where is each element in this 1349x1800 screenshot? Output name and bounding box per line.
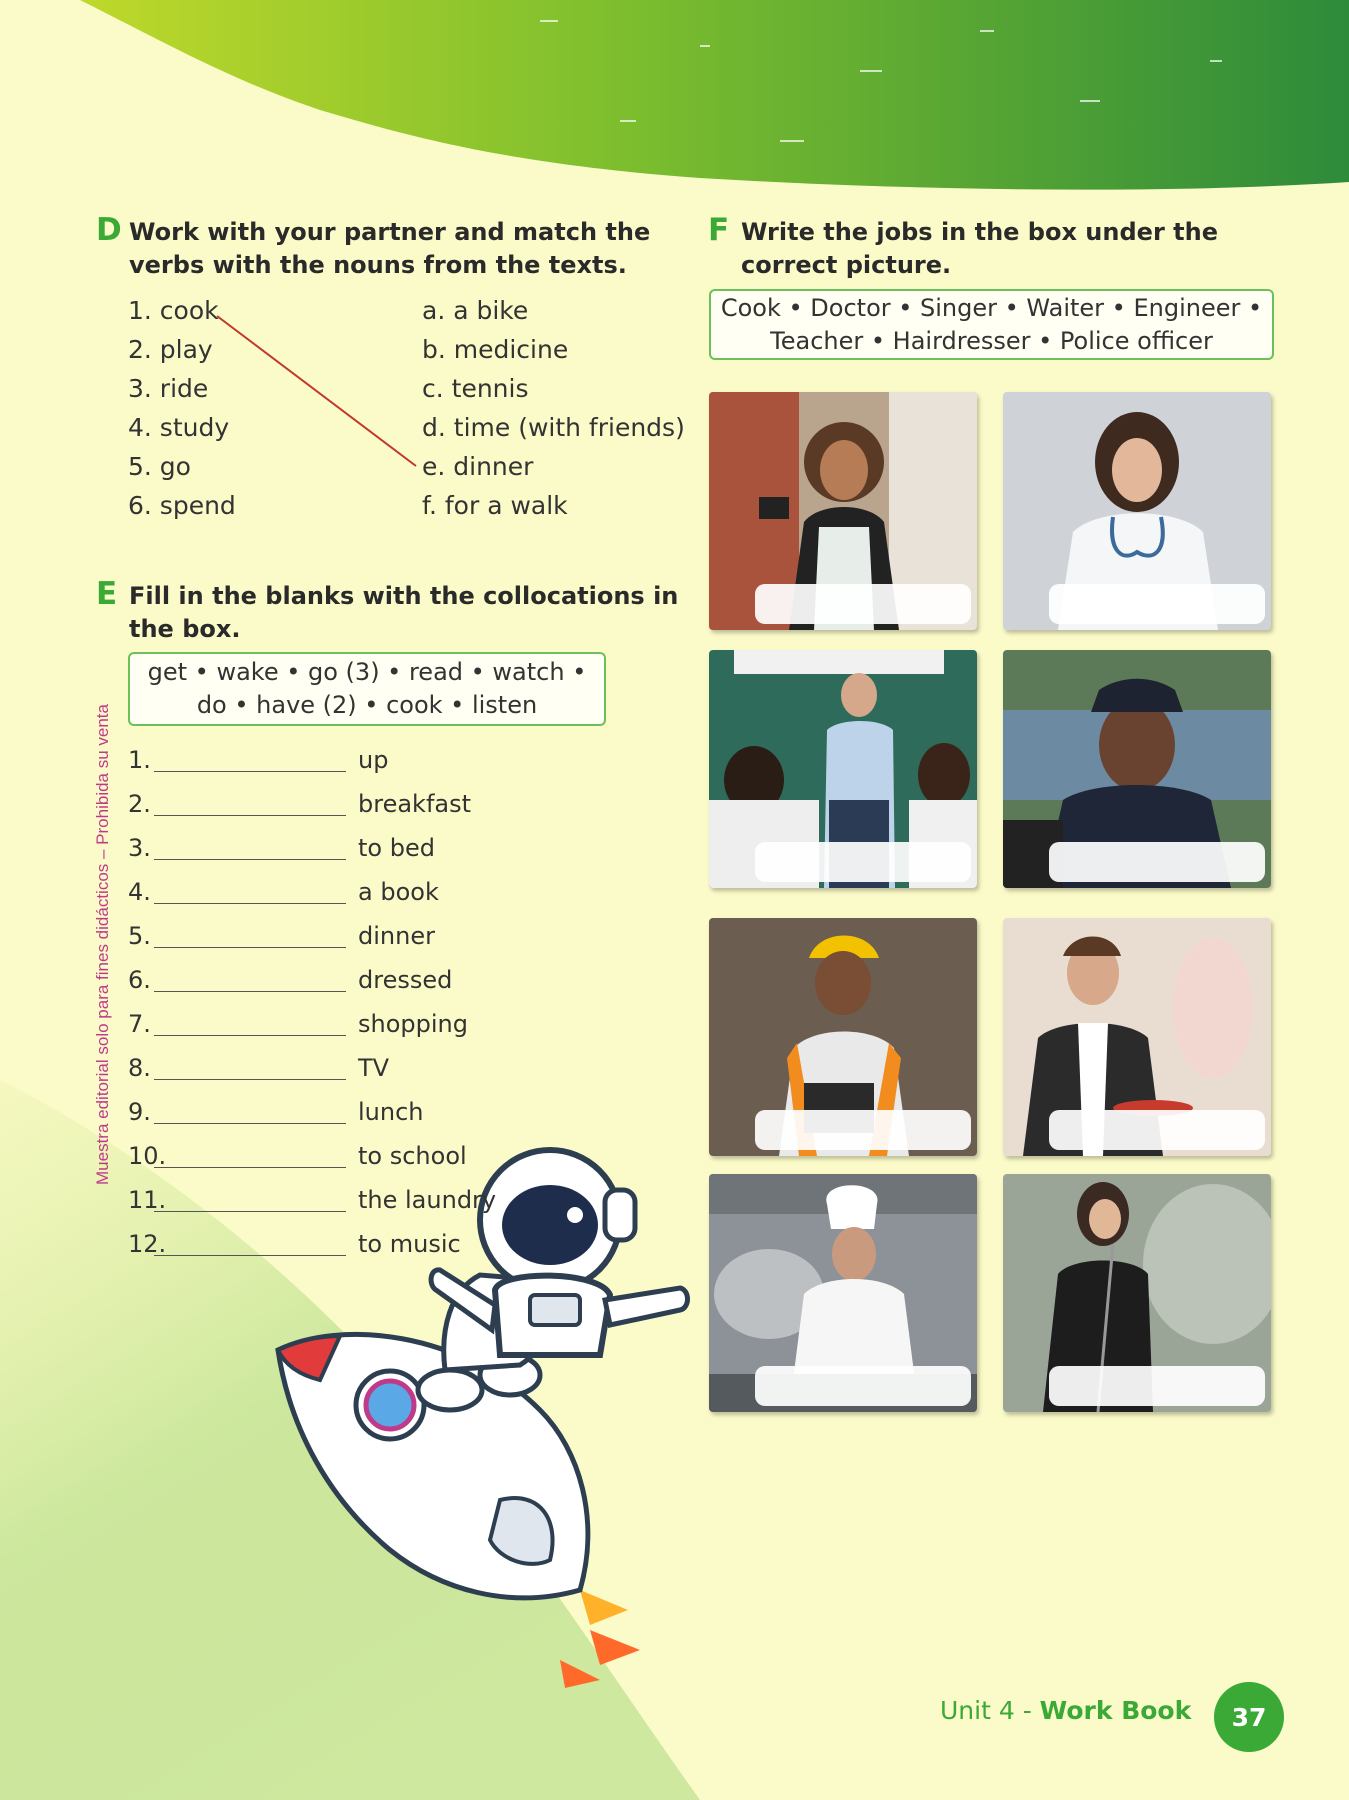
blank-number: 9.: [128, 1098, 151, 1126]
blank-number: 10.: [128, 1142, 167, 1170]
verb-item: 3. ride: [128, 374, 209, 403]
page-number: 37: [1214, 1682, 1284, 1752]
blank-input-line[interactable]: [154, 1079, 346, 1080]
blank-input-line[interactable]: [154, 1035, 346, 1036]
match-line: [0, 0, 600, 500]
verb-item: 4. study: [128, 413, 230, 442]
footer-book: Work Book: [1039, 1696, 1192, 1725]
blank-collocation: breakfast: [358, 790, 472, 818]
answer-label-box[interactable]: [755, 842, 971, 882]
jobs-line1: Cook • Doctor • Singer • Waiter • Engineer •: [720, 294, 1263, 322]
section-f-title: [741, 216, 1218, 282]
section-e-letter: E: [96, 576, 118, 612]
collocations-line2: do • have (2) • cook • listen: [196, 691, 538, 719]
answer-label-box[interactable]: [1049, 584, 1265, 624]
collocations-box: [128, 652, 606, 726]
footer-unit-label: [940, 1696, 1191, 1725]
blank-input-line[interactable]: [154, 903, 346, 904]
section-f-title-line1: Write the jobs in the box under the: [741, 218, 1218, 246]
blank-input-line[interactable]: [154, 947, 346, 948]
noun-item: e. dinner: [422, 452, 534, 481]
section-f-letter: F: [708, 212, 730, 248]
jobs-line2: Teacher • Hairdresser • Police officer: [770, 327, 1213, 355]
blank-number: 2.: [128, 790, 151, 818]
blank-input-line[interactable]: [154, 1255, 346, 1256]
noun-item: c. tennis: [422, 374, 529, 403]
blank-item: [128, 1136, 558, 1176]
verb-item: 1. cook: [128, 296, 219, 325]
blank-item: [128, 740, 558, 780]
answer-label-box[interactable]: [1049, 842, 1265, 882]
blank-input-line[interactable]: [154, 815, 346, 816]
waiter-photo: [1003, 918, 1271, 1156]
doctor-photo: [1003, 392, 1271, 630]
answer-label-box[interactable]: [755, 584, 971, 624]
jobs-box: [709, 289, 1274, 360]
blank-collocation: to music: [358, 1230, 461, 1258]
blank-input-line[interactable]: [154, 771, 346, 772]
blank-number: 11.: [128, 1186, 167, 1214]
verb-item: 6. spend: [128, 491, 236, 520]
blank-collocation: to school: [358, 1142, 467, 1170]
blank-collocation: the laundry: [358, 1186, 497, 1214]
answer-label-box[interactable]: [1049, 1366, 1265, 1406]
blank-input-line[interactable]: [154, 1211, 346, 1212]
blank-item: [128, 872, 558, 912]
blank-collocation: up: [358, 746, 389, 774]
blank-collocation: dinner: [358, 922, 435, 950]
blank-collocation: lunch: [358, 1098, 424, 1126]
answer-label-box[interactable]: [755, 1366, 971, 1406]
hairdresser-photo: [709, 392, 977, 630]
blank-item: [128, 784, 558, 824]
section-e-title-line2: the box.: [129, 615, 241, 643]
blank-number: 5.: [128, 922, 151, 950]
engineer-photo: [709, 918, 977, 1156]
blank-item: [128, 1048, 558, 1088]
footer-unit: Unit 4 -: [940, 1696, 1040, 1725]
noun-item: f. for a walk: [422, 491, 568, 520]
answer-label-box[interactable]: [1049, 1110, 1265, 1150]
blank-number: 3.: [128, 834, 151, 862]
collocations-line1: get • wake • go (3) • read • watch •: [147, 658, 587, 686]
blank-collocation: TV: [358, 1054, 390, 1082]
blank-number: 4.: [128, 878, 151, 906]
blank-number: 7.: [128, 1010, 151, 1038]
noun-item: a. a bike: [422, 296, 529, 325]
section-d-title-line2: verbs with the nouns from the texts.: [129, 251, 627, 279]
blank-item: [128, 1004, 558, 1044]
police-officer-photo: [1003, 650, 1271, 888]
section-d-title-line1: Work with your partner and match the: [129, 218, 651, 246]
blank-item: [128, 1092, 558, 1132]
blank-number: 1.: [128, 746, 151, 774]
section-f-title-line2: correct picture.: [741, 251, 952, 279]
cook-photo: [709, 1174, 977, 1412]
verb-item: 2. play: [128, 335, 213, 364]
section-e-title-line1: Fill in the blanks with the collocations in: [129, 582, 679, 610]
blank-collocation: dressed: [358, 966, 453, 994]
blank-item: [128, 1180, 558, 1220]
answer-label-box[interactable]: [755, 1110, 971, 1150]
teacher-photo: [709, 650, 977, 888]
noun-item: d. time (with friends): [422, 413, 685, 442]
blank-input-line[interactable]: [154, 859, 346, 860]
blank-input-line[interactable]: [154, 991, 346, 992]
blank-number: 12.: [128, 1230, 167, 1258]
blank-input-line[interactable]: [154, 1123, 346, 1124]
blank-input-line[interactable]: [154, 1167, 346, 1168]
blank-collocation: a book: [358, 878, 439, 906]
section-e-title: [129, 580, 678, 646]
blank-item: [128, 960, 558, 1000]
blank-collocation: shopping: [358, 1010, 468, 1038]
blank-number: 8.: [128, 1054, 151, 1082]
verb-item: 5. go: [128, 452, 191, 481]
blank-item: [128, 1224, 558, 1264]
blank-item: [128, 916, 558, 956]
section-d-letter: D: [96, 212, 122, 248]
noun-item: b. medicine: [422, 335, 569, 364]
blank-number: 6.: [128, 966, 151, 994]
singer-photo: [1003, 1174, 1271, 1412]
blank-item: [128, 828, 558, 868]
blank-collocation: to bed: [358, 834, 435, 862]
side-disclaimer: Muestra editorial solo para fines didácticos – Prohibida su venta: [93, 704, 112, 1185]
